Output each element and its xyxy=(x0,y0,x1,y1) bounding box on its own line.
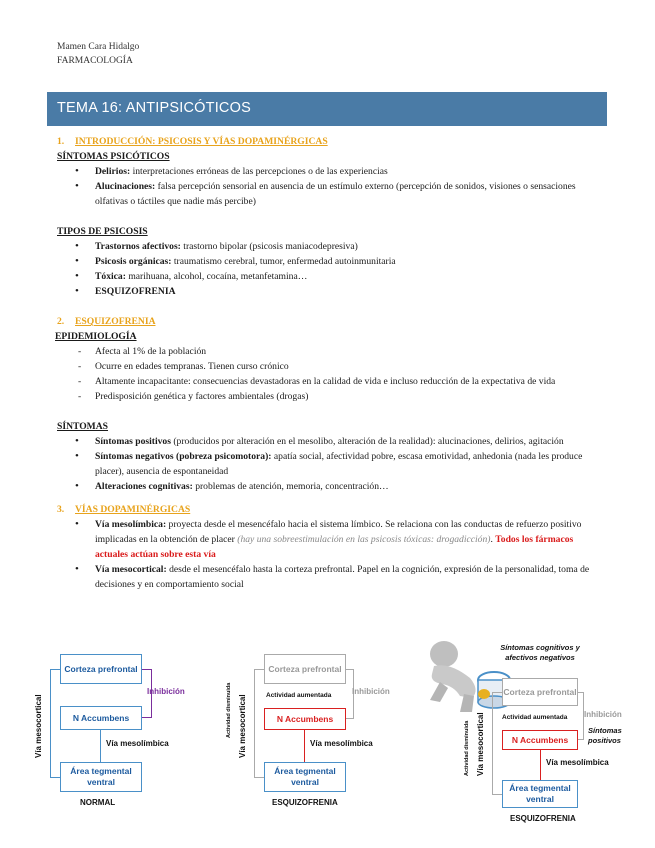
via-mesocortical-label: Vía mesocortical xyxy=(476,712,485,776)
list-item: • Psicosis orgánicas: traumatismo cerebral, tumor, enfermedad autoinmunitaria xyxy=(57,254,597,269)
n-accumbens-box: N Accumbens xyxy=(502,730,578,750)
list-item: • Delirios: interpretaciones erróneas de las percepciones o de las experiencias xyxy=(57,164,597,179)
area-tegmental-box: Área tegmental ventral xyxy=(60,762,142,792)
author-name: Mamen Cara Hidalgo xyxy=(57,42,140,52)
n-accumbens-box: N Accumbens xyxy=(264,708,346,730)
list-item: - Afecta al 1% de la población xyxy=(57,344,597,359)
section-1-heading: 1. INTRODUCCIÓN: PSICOSIS Y VÍAS DOPAMINÉRGICAS xyxy=(57,136,328,147)
list-item: - Predisposición genética y factores ambientales (drogas) xyxy=(57,389,597,404)
diagram-esquizofrenia-1 xyxy=(222,650,412,815)
epidemiologia-heading: EPIDEMIOLOGÍA xyxy=(55,331,137,342)
area-tegmental-box: Área tegmental ventral xyxy=(264,762,346,792)
sintomas-positivos-label: Síntomas positivos xyxy=(588,726,622,745)
subject-name: FARMACOLOGÍA xyxy=(57,56,133,66)
esquizofrenia-caption: ESQUIZOFRENIA xyxy=(510,814,576,823)
inhibicion-label: Inhibición xyxy=(147,687,185,696)
document-header xyxy=(57,40,139,68)
sintomas-cognitivos-label: Síntomas cognitivos y afectivos negativos xyxy=(500,643,580,662)
list-item: • Síntomas positivos (producidos por alteración en el mesolibo, alteración de la realidad): alucinaciones, delirios, agitación xyxy=(57,434,597,449)
diagram-normal xyxy=(30,650,220,815)
document-body xyxy=(57,134,597,592)
section-3-heading: 3. VÍAS DOPAMINÉRGICAS xyxy=(57,504,191,515)
list-item: • Trastornos afectivos: trastorno bipolar (psicosis maniacodepresiva) xyxy=(57,239,597,254)
via-mesolimbica-label: Vía mesolímbica xyxy=(546,758,609,767)
diagram-esquizofrenia-2 xyxy=(418,638,652,828)
actividad-aumentada-label: Actividad aumentada xyxy=(502,714,568,721)
list-item: • Vía mesolímbica: proyecta desde el mesencéfalo hacia el sistema límbico. Se relaciona con las conductas de refuerzo positivo implicadas en la obtención de placer (hay una sobreestimulación en las psicosis tóxicas: drogadicción). Todos los fármacos actuales actúan sobre esta vía xyxy=(57,517,597,562)
list-item: • Síntomas negativos (pobreza psicomotora): apatía social, afectividad pobre, escasa emotividad, anhedonia (nada les produce placer), ausencia de espontaneidad xyxy=(57,449,597,479)
list-item: - Ocurre en edades tempranas. Tienen curso crónico xyxy=(57,359,597,374)
vias-list xyxy=(57,517,597,592)
section-2-heading: 2. ESQUIZOFRENIA xyxy=(57,316,156,327)
list-item: • Alucinaciones: falsa percepción sensorial en ausencia de un estímulo externo (percepción de sonidos, visiones o sensaciones olfativas o táctiles que nadie más percibe) xyxy=(57,179,597,209)
tipos-psicosis-list xyxy=(57,239,597,299)
inhibicion-label: Inhibición xyxy=(352,687,390,696)
via-mesolimbica-label: Vía mesolímbica xyxy=(310,739,373,748)
corteza-prefrontal-box: Corteza prefrontal xyxy=(60,654,142,684)
tipos-psicosis-heading: TIPOS DE PSICOSIS xyxy=(57,226,148,237)
sintomas-psicoticos-list xyxy=(57,164,597,209)
epidemiologia-list xyxy=(57,344,597,404)
sintomas-list xyxy=(57,434,597,494)
actividad-disminuida-label: Actividad disminuida xyxy=(464,720,470,776)
esquizofrenia-caption: ESQUIZOFRENIA xyxy=(272,798,338,807)
page-title: TEMA 16: ANTIPSICÓTICOS xyxy=(57,100,251,116)
actividad-disminuida-label: Actividad disminuida xyxy=(226,682,232,738)
inhibicion-label: Inhibición xyxy=(584,710,622,719)
actividad-aumentada-label: Actividad aumentada xyxy=(266,692,332,699)
corteza-prefrontal-box: Corteza prefrontal xyxy=(264,654,346,684)
sintomas-heading: SÍNTOMAS xyxy=(57,421,109,432)
normal-caption: NORMAL xyxy=(80,798,116,807)
area-tegmental-box: Área tegmental ventral xyxy=(502,780,578,808)
title-band xyxy=(47,92,607,126)
list-item: • Alteraciones cognitivas: problemas de atención, memoria, concentración… xyxy=(57,479,597,494)
list-item: • Tóxica: marihuana, alcohol, cocaína, metanfetamina… xyxy=(57,269,597,284)
n-accumbens-box: N Accumbens xyxy=(60,706,142,730)
corteza-prefrontal-box: Corteza prefrontal xyxy=(502,678,578,706)
list-item: • ESQUIZOFRENIA xyxy=(57,284,597,299)
list-item: • Vía mesocortical: desde el mesencéfalo hasta la corteza prefrontal. Papel en la cognición, expresión de la personalidad, toma de decisiones y en comportamiento social xyxy=(57,562,597,592)
list-item: - Altamente incapacitante: consecuencias devastadoras en la calidad de vida e incluso reducción de la expectativa de vida xyxy=(57,374,597,389)
via-mesocortical-label: Vía mesocortical xyxy=(34,694,43,758)
via-mesocortical-label: Vía mesocortical xyxy=(238,694,247,758)
via-mesolimbica-label: Vía mesolímbica xyxy=(106,739,169,748)
sintomas-psicoticos-heading: SÍNTOMAS PSICÓTICOS xyxy=(57,151,170,162)
